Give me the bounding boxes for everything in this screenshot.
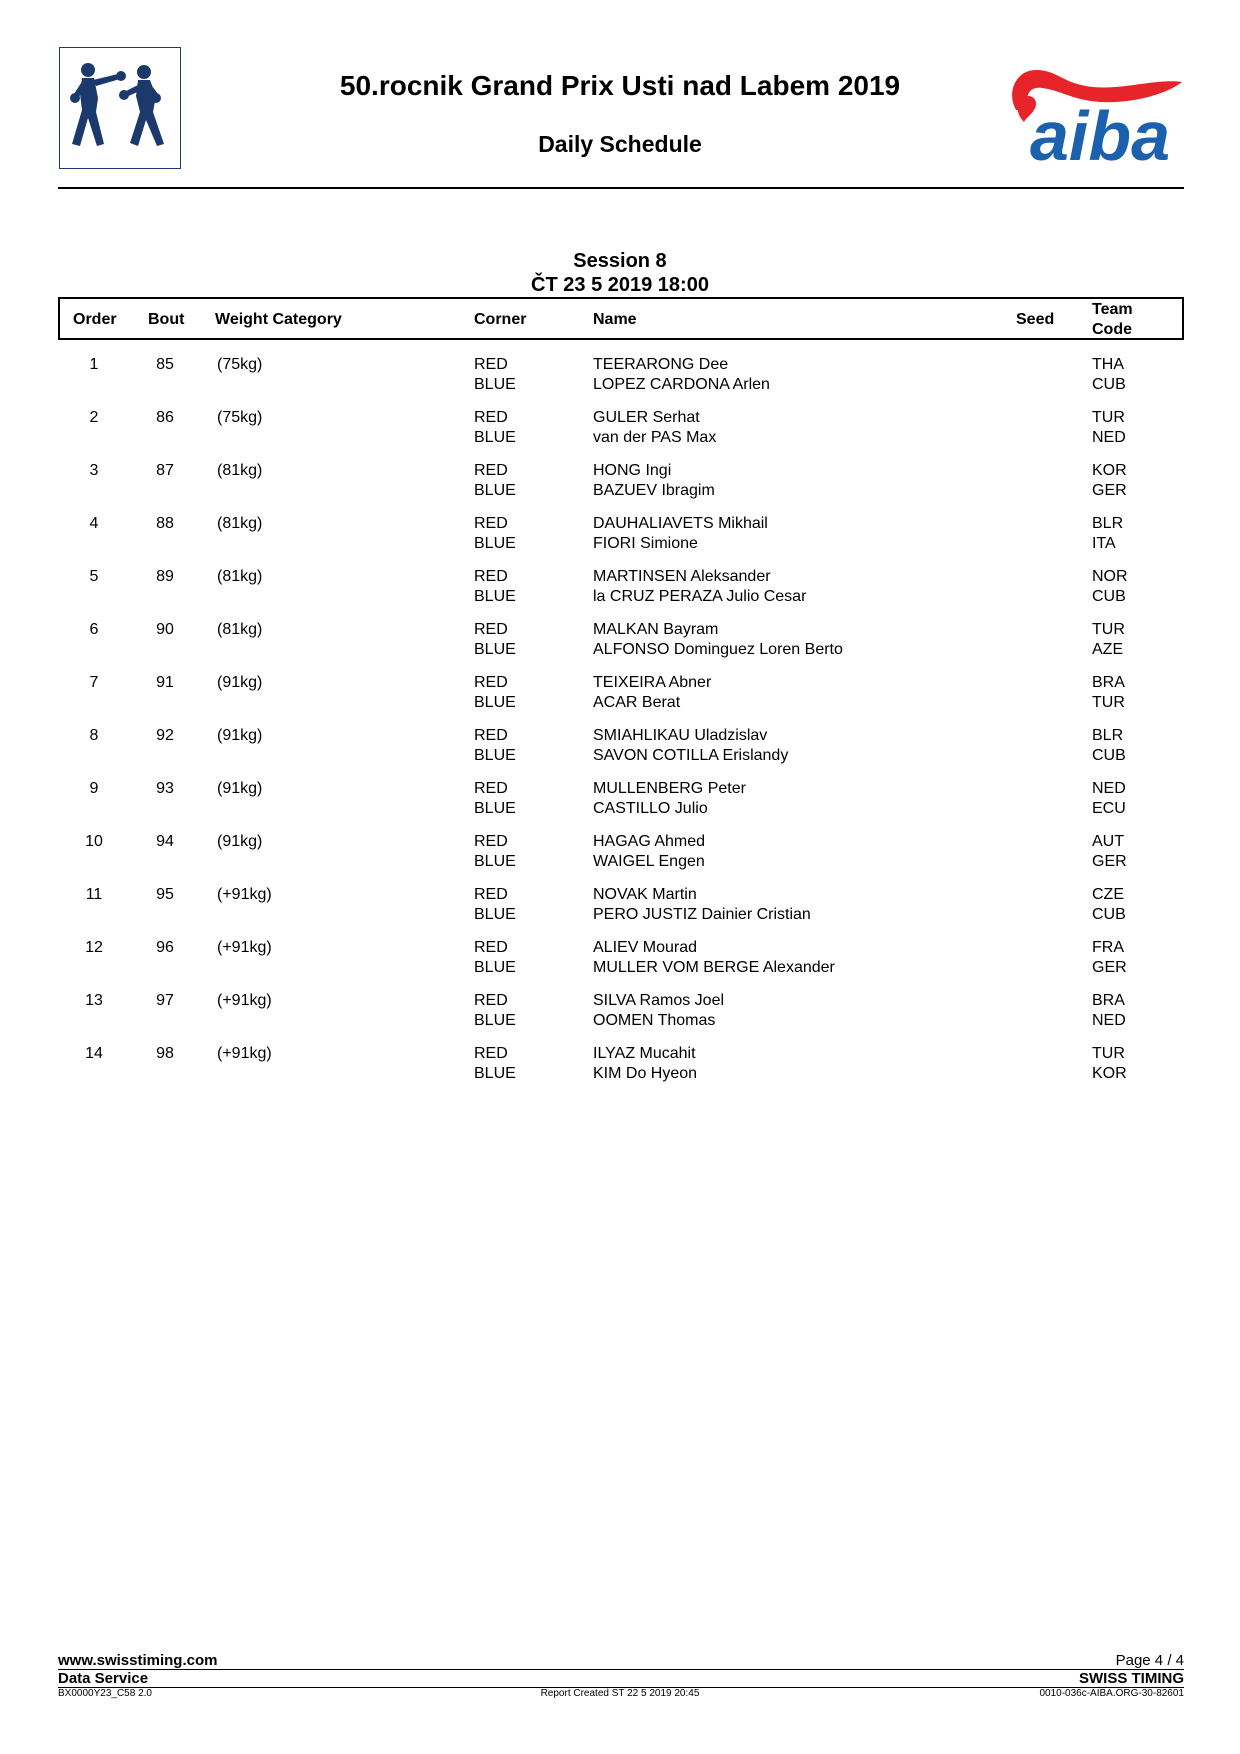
red-boxer-name: ILYAZ Mucahit: [593, 1045, 696, 1062]
blue-corner: BLUE: [474, 959, 516, 976]
red-corner: RED: [474, 356, 508, 373]
blue-boxer-name: BAZUEV Ibragim: [593, 482, 715, 499]
order: 4: [89, 515, 99, 532]
blue-corner: BLUE: [474, 588, 516, 605]
red-boxer-name: MULLENBERG Peter: [593, 780, 746, 797]
blue-boxer-name: PERO JUSTIZ Dainier Cristian: [593, 906, 811, 923]
red-team-code: FRA: [1092, 939, 1124, 956]
weight-category: (+91kg): [217, 1045, 272, 1062]
blue-corner: BLUE: [474, 747, 516, 764]
blue-team-code: GER: [1092, 482, 1127, 499]
footer-page-number: Page 4 / 4: [1115, 1652, 1184, 1669]
weight-category: (81kg): [217, 515, 263, 532]
order: 8: [89, 727, 99, 744]
red-corner: RED: [474, 621, 508, 638]
order: 11: [85, 886, 103, 903]
blue-corner: BLUE: [474, 535, 516, 552]
document-subtitle: Daily Schedule: [538, 131, 702, 157]
bout-number: 89: [156, 568, 174, 585]
blue-corner: BLUE: [474, 694, 516, 711]
blue-boxer-name: WAIGEL Engen: [593, 853, 705, 870]
blue-corner: BLUE: [474, 853, 516, 870]
order: 14: [85, 1045, 103, 1062]
blue-corner: BLUE: [474, 1012, 516, 1029]
bout-number: 90: [156, 621, 174, 638]
footer-url: www.swisstiming.com: [58, 1652, 218, 1669]
table-row: [0, 620, 1240, 673]
table-row: [0, 673, 1240, 726]
footer-report-code: BX0000Y23_C58 2.0: [58, 1688, 152, 1699]
bout-number: 96: [156, 939, 174, 956]
red-team-code: BLR: [1092, 727, 1124, 744]
blue-corner: BLUE: [474, 906, 516, 923]
weight-category: (81kg): [217, 568, 263, 585]
weight-category: (91kg): [217, 780, 263, 797]
blue-team-code: AZE: [1092, 641, 1124, 658]
red-boxer-name: NOVAK Martin: [593, 886, 697, 903]
order: 6: [89, 621, 99, 638]
red-team-code: CZE: [1092, 886, 1124, 903]
blue-team-code: NED: [1092, 1012, 1126, 1029]
footer-data-service: Data Service: [58, 1670, 149, 1687]
footer-report-created: Report Created ST 22 5 2019 20:45: [540, 1688, 700, 1699]
order: 3: [89, 462, 99, 479]
blue-team-code: ECU: [1092, 800, 1126, 817]
order: 13: [85, 992, 103, 1009]
blue-team-code: CUB: [1092, 747, 1126, 764]
column-header-name: Name: [593, 311, 637, 328]
weight-category: (+91kg): [217, 992, 272, 1009]
blue-corner: BLUE: [474, 429, 516, 446]
table-row: [0, 567, 1240, 620]
red-boxer-name: HAGAG Ahmed: [593, 833, 706, 850]
red-boxer-name: GULER Serhat: [593, 409, 700, 426]
red-team-code: BLR: [1092, 515, 1124, 532]
red-boxer-name: SMIAHLIKAU Uladzislav: [593, 727, 768, 744]
red-boxer-name: MARTINSEN Aleksander: [593, 568, 771, 585]
session-title: Session 8: [573, 250, 667, 272]
column-header-team-line2: Code: [1092, 321, 1132, 338]
red-boxer-name: HONG Ingi: [593, 462, 672, 479]
table-row: [0, 355, 1240, 408]
red-team-code: TUR: [1092, 621, 1125, 638]
table-row: [0, 514, 1240, 567]
table-row: [0, 832, 1240, 885]
blue-corner: BLUE: [474, 1065, 516, 1082]
red-corner: RED: [474, 727, 508, 744]
weight-category: (+91kg): [217, 886, 272, 903]
bout-number: 92: [156, 727, 174, 744]
table-row: [0, 991, 1240, 1044]
table-header: [58, 297, 1184, 340]
order: 7: [89, 674, 99, 691]
blue-boxer-name: KIM Do Hyeon: [593, 1065, 698, 1082]
footer-brand: SWISS TIMING: [1079, 1670, 1184, 1687]
red-corner: RED: [474, 1045, 508, 1062]
red-corner: RED: [474, 833, 508, 850]
footer-divider-top: [58, 1669, 1184, 1670]
blue-boxer-name: ALFONSO Dominguez Loren Berto: [593, 641, 843, 658]
red-boxer-name: SILVA Ramos Joel: [593, 992, 725, 1009]
event-title: 50.rocnik Grand Prix Usti nad Labem 2019: [339, 70, 901, 101]
blue-boxer-name: LOPEZ CARDONA Arlen: [593, 376, 770, 393]
blue-corner: BLUE: [474, 482, 516, 499]
red-boxer-name: TEIXEIRA Abner: [593, 674, 712, 691]
weight-category: (91kg): [217, 674, 263, 691]
column-header-weight-category: Weight Category: [215, 311, 342, 328]
table-row: [0, 885, 1240, 938]
red-boxer-name: DAUHALIAVETS Mikhail: [593, 515, 768, 532]
session-datetime: ČT 23 5 2019 18:00: [531, 274, 709, 296]
weight-category: (81kg): [217, 462, 263, 479]
blue-boxer-name: MULLER VOM BERGE Alexander: [593, 959, 835, 976]
table-row: [0, 726, 1240, 779]
red-corner: RED: [474, 992, 508, 1009]
weight-category: (91kg): [217, 727, 263, 744]
blue-team-code: KOR: [1092, 1065, 1127, 1082]
column-header-order: Order: [73, 311, 117, 328]
order: 12: [85, 939, 103, 956]
bout-number: 85: [156, 356, 174, 373]
blue-team-code: ITA: [1092, 535, 1116, 552]
aiba-logo: [996, 52, 1184, 164]
red-team-code: NOR: [1092, 568, 1128, 585]
blue-boxer-name: van der PAS Max: [593, 429, 717, 446]
table-row: [0, 461, 1240, 514]
blue-team-code: GER: [1092, 853, 1127, 870]
weight-category: (75kg): [217, 409, 263, 426]
blue-team-code: CUB: [1092, 588, 1126, 605]
red-boxer-name: MALKAN Bayram: [593, 621, 719, 638]
column-header-bout: Bout: [148, 311, 185, 328]
red-corner: RED: [474, 409, 508, 426]
red-team-code: BRA: [1092, 674, 1125, 691]
footer-document-id: 0010-036c-AIBA.ORG-30-82601: [1039, 1688, 1184, 1699]
blue-boxer-name: OOMEN Thomas: [593, 1012, 716, 1029]
order: 10: [85, 833, 103, 850]
red-corner: RED: [474, 780, 508, 797]
order: 2: [89, 409, 99, 426]
bout-number: 98: [156, 1045, 174, 1062]
column-header-team-code: [1092, 300, 1133, 340]
red-corner: RED: [474, 462, 508, 479]
blue-team-code: TUR: [1092, 694, 1125, 711]
weight-category: (91kg): [217, 833, 263, 850]
bout-number: 93: [156, 780, 174, 797]
column-header-seed: Seed: [1016, 311, 1055, 328]
red-boxer-name: ALIEV Mourad: [593, 939, 698, 956]
bout-number: 94: [156, 833, 174, 850]
red-corner: RED: [474, 939, 508, 956]
blue-team-code: NED: [1092, 429, 1126, 446]
blue-team-code: CUB: [1092, 906, 1126, 923]
weight-category: (81kg): [217, 621, 263, 638]
blue-corner: BLUE: [474, 641, 516, 658]
red-boxer-name: TEERARONG Dee: [593, 356, 729, 373]
bout-number: 91: [156, 674, 174, 691]
bout-number: 87: [156, 462, 174, 479]
column-header-corner: Corner: [474, 311, 527, 328]
weight-category: (+91kg): [217, 939, 272, 956]
red-team-code: NED: [1092, 780, 1126, 797]
order: 5: [89, 568, 99, 585]
table-row: [0, 1044, 1240, 1097]
blue-corner: BLUE: [474, 376, 516, 393]
blue-corner: BLUE: [474, 800, 516, 817]
bout-number: 97: [156, 992, 174, 1009]
blue-boxer-name: CASTILLO Julio: [593, 800, 708, 817]
order: 1: [89, 356, 99, 373]
red-corner: RED: [474, 568, 508, 585]
red-team-code: TUR: [1092, 1045, 1125, 1062]
blue-boxer-name: la CRUZ PERAZA Julio Cesar: [593, 588, 807, 605]
red-team-code: AUT: [1092, 833, 1124, 850]
table-row: [0, 408, 1240, 461]
red-corner: RED: [474, 515, 508, 532]
bout-number: 88: [156, 515, 174, 532]
weight-category: (75kg): [217, 356, 263, 373]
blue-boxer-name: SAVON COTILLA Erislandy: [593, 747, 789, 764]
red-corner: RED: [474, 674, 508, 691]
aiba-swoosh-icon: [996, 52, 1184, 164]
blue-team-code: CUB: [1092, 376, 1126, 393]
blue-team-code: GER: [1092, 959, 1127, 976]
red-team-code: THA: [1092, 356, 1124, 373]
red-team-code: KOR: [1092, 462, 1127, 479]
aiba-logo-text: aiba: [1030, 97, 1171, 164]
order: 9: [89, 780, 99, 797]
red-team-code: BRA: [1092, 992, 1125, 1009]
table-row: [0, 779, 1240, 832]
red-corner: RED: [474, 886, 508, 903]
column-header-team-line1: Team: [1092, 301, 1133, 318]
blue-boxer-name: ACAR Berat: [593, 694, 681, 711]
bout-number: 86: [156, 409, 174, 426]
bout-number: 95: [156, 886, 174, 903]
table-row: [0, 938, 1240, 991]
header-divider: [58, 187, 1184, 189]
red-team-code: TUR: [1092, 409, 1125, 426]
blue-boxer-name: FIORI Simione: [593, 535, 698, 552]
